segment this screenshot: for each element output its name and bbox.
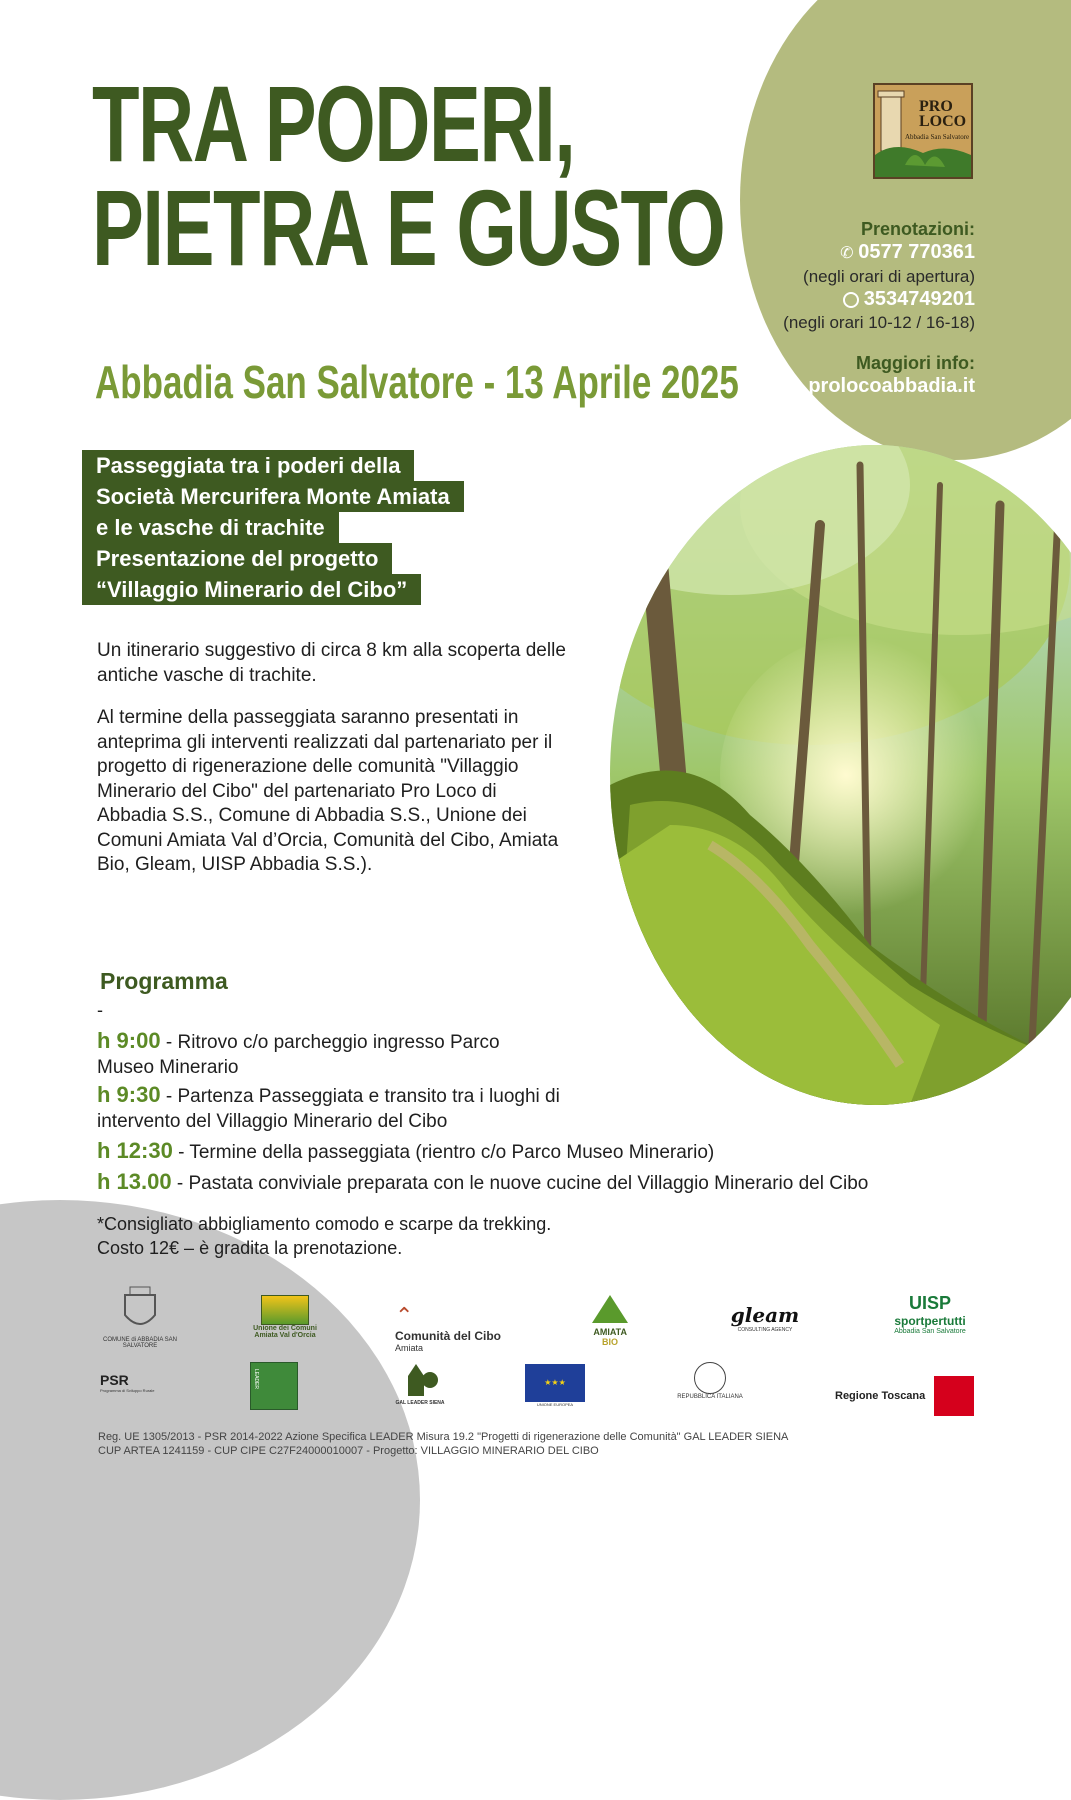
programma-list <box>97 1028 868 1196</box>
whatsapp-note: (negli orari 10-12 / 16-18) <box>783 313 975 332</box>
programma-dash: - <box>97 1000 103 1020</box>
footer-legal: Reg. UE 1305/2013 - PSR 2014-2022 Azione Specifica LEADER Misura 19.2 "Progetti di rigenerazione delle Comunità" GAL LEADER SIENA CUP ARTEA 1241159 - CUP CIPE C27F24000010007 - Progetto: VILLAGGIO MINERARIO DEL CIBO <box>98 1431 789 1457</box>
highlight-bars <box>82 450 464 605</box>
page-title <box>92 63 725 288</box>
contact-block <box>783 218 975 398</box>
leader-logo: LEADER <box>250 1362 300 1410</box>
uisp-logo: UISP sportpertutti Abbadia San Salvatore <box>894 1293 966 1335</box>
emblem-icon <box>694 1362 726 1394</box>
repubblica-italiana-logo: REPUBBLICA ITALIANA <box>665 1362 755 1400</box>
comune-abbadia-logo: COMUNE di ABBADIA SAN SALVATORE <box>100 1285 180 1349</box>
programma-item: h 9:30 - Partenza Passeggiata e transito tra i luoghi di <box>97 1082 560 1107</box>
note-clothing: *Consigliato abbigliamento comodo e scarpe da trekking. <box>97 1214 552 1234</box>
amiata-bio-logo: AMIATA BIO <box>585 1291 635 1347</box>
prenotazioni-heading: Prenotazioni: <box>860 219 975 239</box>
pro-loco-logo <box>873 83 973 179</box>
whatsapp-icon <box>843 292 859 308</box>
event-subtitle: Abbadia San Salvatore - 13 Aprile 2025 <box>95 356 739 408</box>
regione-toscana-logo: Regione Toscana <box>835 1376 985 1416</box>
phone-note: (negli orari di apertura) <box>803 267 975 286</box>
info-heading: Maggiori info: <box>856 353 975 373</box>
unione-comuni-logo: Unione dei Comuni Amiata Val d'Orcia <box>250 1295 320 1339</box>
pegasus-icon <box>934 1376 974 1416</box>
chevron-icon: ⌃ <box>395 1303 414 1328</box>
highlight-line: Società Mercurifera Monte Amiata <box>82 481 464 512</box>
logo-subtext: Abbadia San Salvatore <box>905 133 970 141</box>
highlight-line: Presentazione del progetto <box>82 543 392 574</box>
highlight-line: Passeggiata tra i poderi della <box>82 450 414 481</box>
notes <box>97 1212 551 1260</box>
description-paragraph: Al termine della passeggiata saranno presentati in anteprima gli interventi realizzati dal partenariato per il progetto di rigenerazione delle comunità "Villaggio Minerario del Cibo" del partenariato Pro Loco di Abbadia S.S., Comune di Abbadia S.S., Unione dei Comuni Amiata Val d’Orcia, Comunità del Cibo, Amiata Bio, Gleam, UISP Abbadia S.S.). <box>97 707 559 875</box>
logo-text-pro-loco: PRO LOCO <box>919 98 967 130</box>
comunita-del-cibo-logo: ⌃ Comunità del Cibo Amiata <box>395 1303 501 1353</box>
sponsor-logos-row-2 <box>100 1362 1000 1422</box>
sponsor-logos-row-1 <box>100 1285 1000 1355</box>
gleam-logo: gleam CONSULTING AGENCY <box>730 1303 800 1333</box>
title-line-1: TRA PODERI, <box>92 63 575 184</box>
programma-heading: Programma <box>100 968 228 994</box>
gal-leader-siena-logo: GAL LEADER SIENA <box>395 1362 445 1406</box>
phone-icon: ✆ <box>840 245 854 262</box>
note-cost: Costo 12€ – è gradita la prenotazione. <box>97 1238 403 1258</box>
programma-item: h 12:30 - Termine della passeggiata (rientro c/o Parco Museo Minerario) <box>97 1138 715 1163</box>
website-link[interactable]: prolocoabbadia.it <box>808 375 975 397</box>
eu-flag-logo: ★★★ UNIONE EUROPEA <box>522 1364 588 1407</box>
psr-logo: PSR Programma di Sviluppo Rurale <box>100 1372 155 1393</box>
programma-item-cont: intervento del Villaggio Minerario del Cibo <box>97 1111 448 1132</box>
programma-item: h 13.00 - Pastata conviviale preparata con le nuove cucine del Villaggio Minerario del Cibo <box>97 1169 869 1194</box>
programma-item-cont: Museo Minerario <box>97 1057 239 1078</box>
highlight-line: “Villaggio Minerario del Cibo” <box>82 574 421 605</box>
programma-item: h 9:00 - Ritrovo c/o parcheggio ingresso Parco <box>97 1028 500 1053</box>
title-line-2: PIETRA E GUSTO <box>92 167 725 288</box>
highlight-line: e le vasche di trachite <box>82 512 339 543</box>
whatsapp-number[interactable]: 3534749201 <box>863 288 975 310</box>
phone-number[interactable]: 0577 770361 <box>858 241 975 263</box>
forest-photo <box>610 445 1071 1105</box>
intro-paragraph: Un itinerario suggestivo di circa 8 km alla scoperta delle antiche vasche di trachite. <box>97 640 566 686</box>
